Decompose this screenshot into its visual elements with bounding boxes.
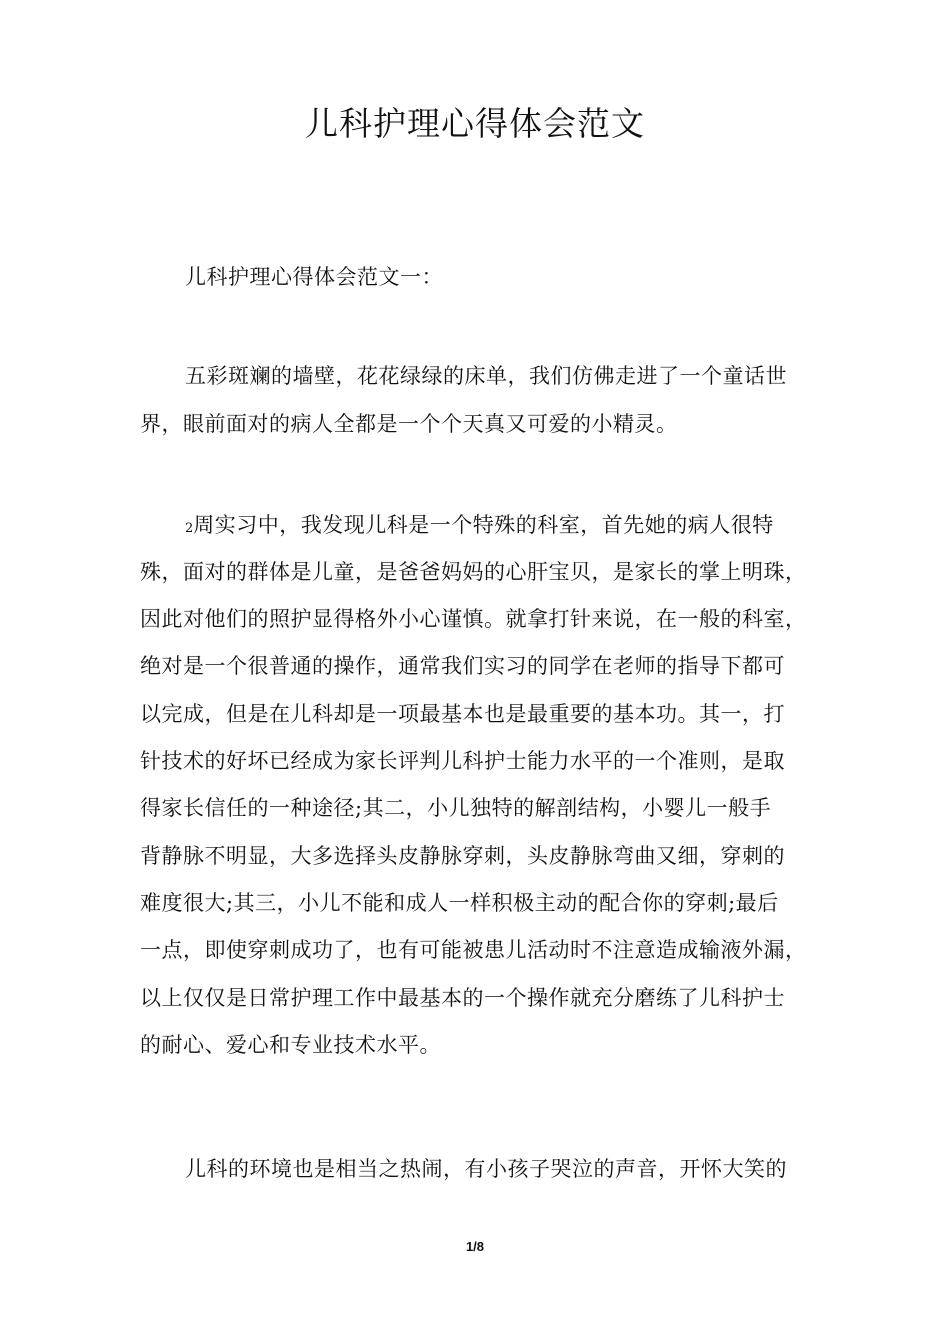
paragraph-2-line-10: 一点，即使穿刺成功了，也有可能被患儿活动时不注意造成输液外漏，	[140, 938, 807, 962]
paragraph-2-line-9: 难度很大;其三，小儿不能和成人一样积极主动的配合你的穿刺;最后	[140, 891, 779, 915]
paragraph-2-line-2: 殊，面对的群体是儿童，是爸爸妈妈的心肝宝贝，是家长的掌上明珠，	[140, 560, 807, 584]
paragraph-2-line-8: 背静脉不明显，大多选择头皮静脉穿刺，头皮静脉弯曲又细，穿刺的	[140, 844, 785, 868]
paragraph-2-line-7: 得家长信任的一种途径;其二，小儿独特的解剖结构，小婴儿一般手	[140, 796, 772, 820]
paragraph-2-line-6: 针技术的好坏已经成为家长评判儿科护士能力水平的一个准则，是取	[140, 749, 785, 773]
paragraph-2-prefix: 2	[185, 521, 194, 536]
paragraph-2-line-11: 以上仅仅是日常护理工作中最基本的一个操作就充分磨练了儿科护士	[140, 986, 785, 1010]
paragraph-2-line-4: 绝对是一个很普通的操作，通常我们实习的同学在老师的指导下都可	[140, 654, 785, 678]
document-title: 儿科护理心得体会范文	[305, 104, 645, 143]
paragraph-3-line-1: 儿科的环境也是相当之热闹，有小孩子哭泣的声音，开怀大笑的	[185, 1157, 787, 1181]
section-heading: 儿科护理心得体会范文一：	[185, 265, 443, 289]
paragraph-1-line-2: 界，眼前面对的病人全都是一个个天真又可爱的小精灵。	[140, 412, 678, 436]
paragraph-2-line-3: 因此对他们的照护显得格外小心谨慎。就拿打针来说，在一般的科室，	[140, 607, 807, 631]
paragraph-2-line-1-text: 周实习中，我发现儿科是一个特殊的科室，首先她的病人很特	[193, 513, 774, 537]
paragraph-2-line-5: 以完成，但是在儿科却是一项最基本也是最重要的基本功。其一，打	[140, 702, 785, 726]
paragraph-2-line-12: 的耐心、爱心和专业技术水平。	[140, 1033, 441, 1057]
paragraph-1-line-1: 五彩斑斓的墙壁，花花绿绿的床单，我们仿佛走进了一个童话世	[185, 364, 787, 388]
page-number: 1/8	[465, 1239, 485, 1254]
paragraph-2-line-1	[185, 510, 825, 544]
